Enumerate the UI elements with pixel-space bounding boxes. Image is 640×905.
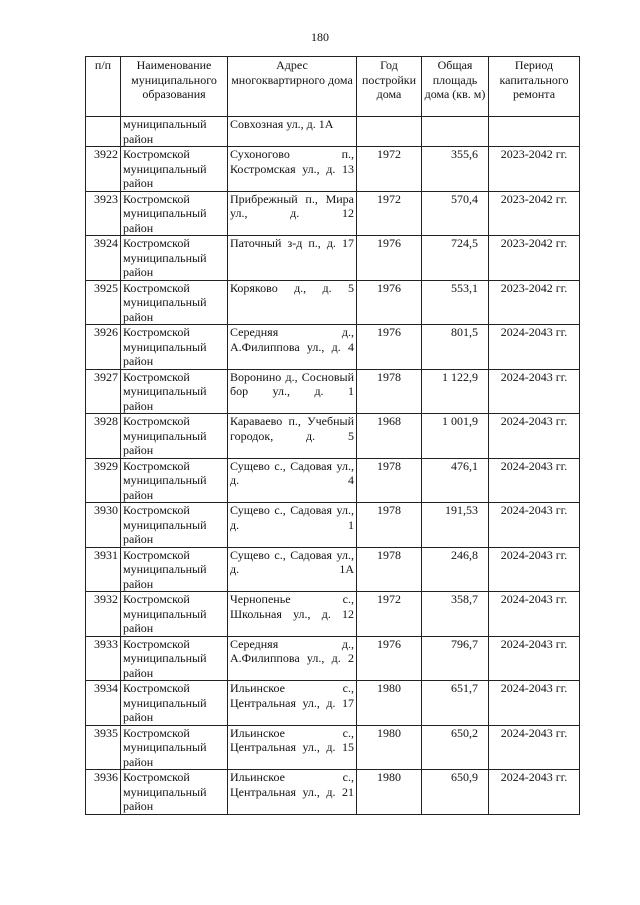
cell-period: 2023-2042 гг.: [489, 191, 580, 236]
cell-municipality: Костромской муниципальный район: [121, 503, 228, 548]
header-address: Адрес многоквартирного дома: [228, 57, 357, 117]
cell-number: 3936: [86, 770, 121, 815]
table-header: [86, 57, 580, 117]
header-row: [86, 57, 580, 117]
cell-area: 1 122,9: [422, 369, 489, 414]
table-row: [86, 681, 580, 726]
cell-year: 1980: [357, 725, 422, 770]
cell-year: 1976: [357, 280, 422, 325]
cell-municipality: Костромской муниципальный район: [121, 592, 228, 637]
cell-area: 191,53: [422, 503, 489, 548]
cell-area: 651,7: [422, 681, 489, 726]
table-row: [86, 458, 580, 503]
table-row: [86, 280, 580, 325]
cell-number: 3924: [86, 236, 121, 281]
cell-year: 1972: [357, 592, 422, 637]
cell-municipality: Костромской муниципальный район: [121, 458, 228, 503]
cell-address: Сущево с., Садовая ул., д. 4: [228, 458, 357, 503]
cell-municipality: Костромской муниципальный район: [121, 770, 228, 815]
cell-municipality: Костромской муниципальный район: [121, 414, 228, 459]
cell-year: 1968: [357, 414, 422, 459]
cell-area: 476,1: [422, 458, 489, 503]
cell-number: 3927: [86, 369, 121, 414]
table-row: [86, 147, 580, 192]
cell-area: 796,7: [422, 636, 489, 681]
cell-municipality: Костромской муниципальный район: [121, 636, 228, 681]
table-row: [86, 369, 580, 414]
cell-municipality: Костромской муниципальный район: [121, 725, 228, 770]
cell-municipality: Костромской муниципальный район: [121, 280, 228, 325]
cell-period: 2024-2043 гг.: [489, 681, 580, 726]
cell-year: 1980: [357, 770, 422, 815]
cell-period: 2024-2043 гг.: [489, 592, 580, 637]
cell-address: Караваево п., Учебный городок, д. 5: [228, 414, 357, 459]
cell-address: Прибрежный п., Мира ул., д. 12: [228, 191, 357, 236]
cell-area: 355,6: [422, 147, 489, 192]
cell-municipality: Костромской муниципальный район: [121, 547, 228, 592]
table-row: [86, 503, 580, 548]
header-number: п/п: [86, 57, 121, 117]
cell-number: 3922: [86, 147, 121, 192]
cell-address: Середняя д., А.Филиппова ул., д. 2: [228, 636, 357, 681]
cell-area: 724,5: [422, 236, 489, 281]
cell-number: 3923: [86, 191, 121, 236]
cell-number: 3929: [86, 458, 121, 503]
cell-number: 3926: [86, 325, 121, 370]
cell-municipality: Костромской муниципальный район: [121, 147, 228, 192]
cell-number: 3930: [86, 503, 121, 548]
cell-municipality: Костромской муниципальный район: [121, 681, 228, 726]
cell-number: 3925: [86, 280, 121, 325]
table-row: [86, 592, 580, 637]
cell-address: Ильинское с., Центральная ул., д. 15: [228, 725, 357, 770]
cell-year: 1976: [357, 636, 422, 681]
cell-year: 1978: [357, 458, 422, 503]
table-row: [86, 547, 580, 592]
cell-year: 1972: [357, 191, 422, 236]
cell-period: [489, 117, 580, 147]
cell-address: Сухоногово п., Костромская ул., д. 13: [228, 147, 357, 192]
cell-year: 1978: [357, 547, 422, 592]
table-row: [86, 636, 580, 681]
cell-area: 650,2: [422, 725, 489, 770]
cell-period: 2023-2042 гг.: [489, 280, 580, 325]
page-number: 180: [311, 30, 329, 44]
cell-period: 2024-2043 гг.: [489, 636, 580, 681]
cell-address: Коряково д., д. 5: [228, 280, 357, 325]
cell-municipality: муниципальный район: [121, 117, 228, 147]
cell-period: 2024-2043 гг.: [489, 725, 580, 770]
cell-address: Ильинское с., Центральная ул., д. 17: [228, 681, 357, 726]
continuation-row: [86, 117, 580, 147]
cell-number: 3928: [86, 414, 121, 459]
cell-year: 1980: [357, 681, 422, 726]
cell-year: [357, 117, 422, 147]
cell-period: 2024-2043 гг.: [489, 547, 580, 592]
cell-municipality: Костромской муниципальный район: [121, 369, 228, 414]
cell-municipality: Костромской муниципальный район: [121, 191, 228, 236]
cell-address: Воронино д., Сосновый бор ул., д. 1: [228, 369, 357, 414]
cell-year: 1978: [357, 503, 422, 548]
cell-municipality: Костромской муниципальный район: [121, 236, 228, 281]
cell-year: 1978: [357, 369, 422, 414]
cell-period: 2024-2043 гг.: [489, 770, 580, 815]
cell-period: 2024-2043 гг.: [489, 414, 580, 459]
cell-area: [422, 117, 489, 147]
cell-area: 801,5: [422, 325, 489, 370]
header-period: Период капитального ремонта: [489, 57, 580, 117]
cell-area: 1 001,9: [422, 414, 489, 459]
cell-number: 3934: [86, 681, 121, 726]
cell-year: 1972: [357, 147, 422, 192]
cell-number: 3931: [86, 547, 121, 592]
table-row: [86, 725, 580, 770]
cell-address: Сущево с., Садовая ул., д. 1: [228, 503, 357, 548]
cell-number: 3935: [86, 725, 121, 770]
cell-address: Середняя д., А.Филиппова ул., д. 4: [228, 325, 357, 370]
cell-address: Сущево с., Садовая ул., д. 1А: [228, 547, 357, 592]
cell-period: 2024-2043 гг.: [489, 458, 580, 503]
cell-number: 3932: [86, 592, 121, 637]
cell-year: 1976: [357, 236, 422, 281]
cell-address: Ильинское с., Центральная ул., д. 21: [228, 770, 357, 815]
cell-area: 553,1: [422, 280, 489, 325]
cell-period: 2023-2042 гг.: [489, 147, 580, 192]
cell-address: Совхозная ул., д. 1А: [228, 117, 357, 147]
header-municipality: Наименование муниципального образования: [121, 57, 228, 117]
cell-number: 3933: [86, 636, 121, 681]
housing-registry-table: [85, 56, 580, 815]
cell-address: Паточный з-д п., д. 17: [228, 236, 357, 281]
cell-area: 246,8: [422, 547, 489, 592]
table-row: [86, 770, 580, 815]
cell-period: 2024-2043 гг.: [489, 369, 580, 414]
table-row: [86, 191, 580, 236]
cell-period: 2024-2043 гг.: [489, 503, 580, 548]
table-body: [86, 117, 580, 815]
cell-area: 570,4: [422, 191, 489, 236]
table-row: [86, 414, 580, 459]
table-row: [86, 236, 580, 281]
cell-municipality: Костромской муниципальный район: [121, 325, 228, 370]
cell-year: 1976: [357, 325, 422, 370]
table-row: [86, 325, 580, 370]
header-year: Год постройки дома: [357, 57, 422, 117]
cell-address: Чернопенье с., Школьная ул., д. 12: [228, 592, 357, 637]
cell-period: 2024-2043 гг.: [489, 325, 580, 370]
cell-number: [86, 117, 121, 147]
cell-area: 358,7: [422, 592, 489, 637]
cell-area: 650,9: [422, 770, 489, 815]
header-area: Общая площадь дома (кв. м): [422, 57, 489, 117]
cell-period: 2023-2042 гг.: [489, 236, 580, 281]
